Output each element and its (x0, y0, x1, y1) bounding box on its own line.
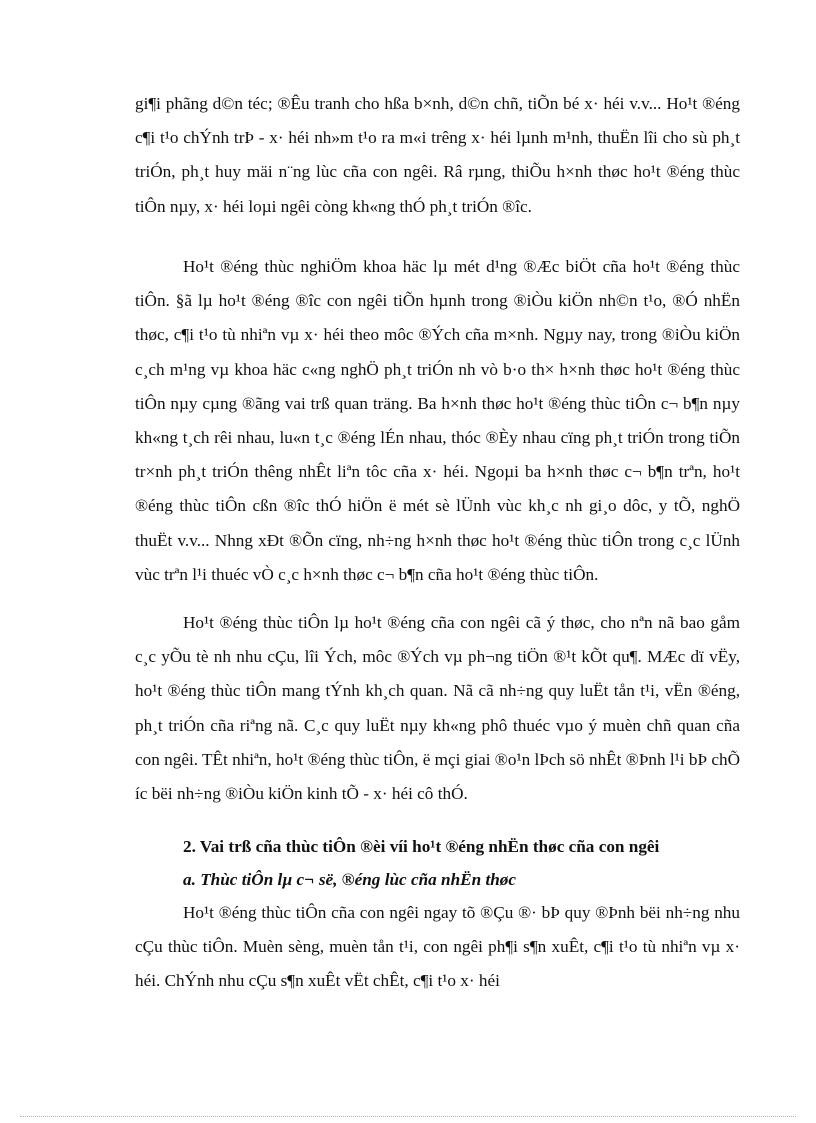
paragraph-4: Ho¹t ®éng thùc tiÔn cña con ngêi ngay tõ ®Çu ®· bÞ quy ®Þnh bëi nh÷ng nhu cÇu thùc tiÔn. Muèn sèng, muèn tån t¹i, con ngêi ph¶i s¶n xuÊt, c¶i t¹o tù nhiªn vµ x· héi. ChÝnh nhu cÇu s¶n xuÊt vËt chÊt, c¶i t¹o x· héi (135, 903, 740, 991)
paragraph-3: Ho¹t ®éng thùc tiÔn lµ ho¹t ®éng cña con ngêi cã ý thøc, cho nªn nã bao gåm c¸c yÕu tè nh nhu cÇu, lîi Ých, môc ®Ých vµ ph¬ng tiÖn ®¹t kÕt qu¶. MÆc dï vËy, ho¹t ®éng thùc tiÔn mang tÝnh kh¸ch quan. Nã cã nh÷ng quy luËt tån t¹i, vËn ®éng, ph¸t triÓn cña riªng nã. C¸c quy luËt nµy kh«ng phô thuéc vµo ý muèn chñ quan cña con ngêi. TÊt nhiªn, ho¹t ®éng thùc tiÔn, ë mçi giai ®o¹n lÞch sö nhÊt ®Þnh l¹i bÞ chÕ íc bëi nh÷ng ®iÒu kiÖn kinh tÕ - x· héi cô thÓ. (135, 613, 740, 804)
paragraph-2: Ho¹t ®éng thùc nghiÖm khoa häc lµ mét d¹ng ®Æc biÖt cña ho¹t ®éng thùc tiÔn. §ã lµ ho¹t ®éng ®îc con ngêi tiÕn hµnh trong ®iÒu kiÖn nh©n t¹o, ®Ó nhËn thøc, c¶i t¹o tù nhiªn vµ x· héi theo môc ®Ých cña m×nh. Ngµy nay, trong ®iÒu kiÖn c¸ch m¹ng vµ khoa häc c«ng nghÖ ph¸t triÓn nh vò b·o th× h×nh thøc ho¹t ®éng thùc tiÔn nµy cµng ®ãng vai trß quan träng. Ba h×nh thøc ho¹t ®éng thùc tiÔn c¬ b¶n nµy kh«ng t¸ch rêi nhau, lu«n t¸c ®éng lÉn nhau, thóc ®Èy nhau cïng ph¸t triÓn trong tiÕn tr×nh ph¸t triÓn thêng nhÊt liªn tôc cña x· héi. Ngoµi ba h×nh thøc c¬ b¶n trªn, ho¹t ®éng thùc tiÔn cßn ®îc thÓ hiÖn ë mét sè lÜnh vùc kh¸c nh gi¸o dôc, y tÕ, nghÖ thuËt v.v... Nhng xÐt ®Õn cïng, nh÷ng h×nh thøc ho¹t ®éng thùc tiÔn trong c¸c lÜnh vùc trªn l¹i thuéc vÒ c¸c h×nh thøc c¬ b¶n cña ho¹t ®éng thùc tiÔn. (135, 257, 740, 584)
section-heading: 2. Vai trß cña thùc tiÔn ®èi víi ho¹t ®éng nhËn thøc cña con ngêi (183, 837, 660, 856)
subsection-heading: a. Thùc tiÔn lµ c¬ së, ®éng lùc cña nhËn thøc (183, 870, 517, 889)
paragraph-1: gi¶i phãng d©n téc; ®Êu tranh cho hßa b×nh, d©n chñ, tiÕn bé x· héi v.v... Ho¹t ®éng c¶i t¹o chÝnh trÞ - x· héi nh»m t¹o ra m«i trêng x· héi lµnh m¹nh, thuËn lîi cho sù ph¸t triÓn, ph¸t huy mäi n¨ng lùc cña con ngêi. Râ rµng, thiÕu h×nh thøc ho¹t ®éng thùc tiÔn nµy, x· héi loµi ngêi còng kh«ng thÓ ph¸t triÓn ®îc. (135, 94, 740, 216)
page-bottom-divider (20, 1116, 796, 1117)
